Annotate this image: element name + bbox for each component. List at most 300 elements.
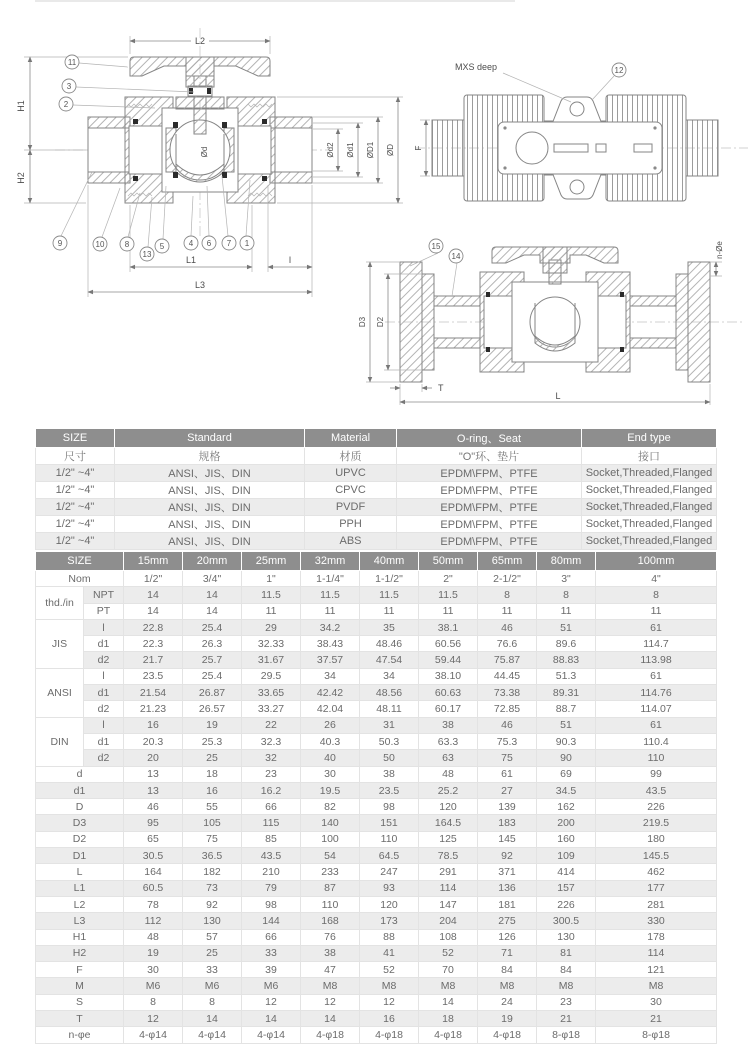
spec-header-row — [36, 429, 717, 448]
callout-9 — [53, 172, 92, 250]
callout-4 — [184, 196, 198, 250]
dim-cell: 168 — [301, 913, 360, 929]
spec-header-cn-standard: 规格 — [115, 448, 305, 465]
dim-cell: 157 — [537, 880, 596, 896]
dim-row — [36, 619, 717, 635]
dim-cell: 300.5 — [537, 913, 596, 929]
dim-cell: 61 — [596, 717, 717, 733]
dim-row — [36, 750, 717, 766]
svg-text:9: 9 — [57, 239, 63, 248]
dim-cell: 120 — [360, 896, 419, 912]
dim-cell: 105 — [183, 815, 242, 831]
dim-cell: 48.11 — [360, 701, 419, 717]
spec-cell: 1/2" ~4" — [36, 516, 115, 533]
dim-row — [36, 1011, 717, 1027]
dim-cell: 200 — [537, 815, 596, 831]
dim-row — [36, 913, 717, 929]
dim-cell: 20.3 — [124, 733, 183, 749]
dim-cell: 50.3 — [360, 733, 419, 749]
dim-cell: 63 — [419, 750, 478, 766]
dim-label-l2: L2 — [194, 36, 206, 46]
dim-cell: 21 — [537, 1011, 596, 1027]
dim-cell: 30 — [596, 994, 717, 1010]
dim-cell: 121 — [596, 962, 717, 978]
dim-cell: 11 — [242, 603, 301, 619]
dim-cell: 11.5 — [360, 587, 419, 603]
dim-row-label: n-φe — [36, 1027, 124, 1043]
dim-cell: 51 — [537, 619, 596, 635]
dim-cell: 16 — [183, 782, 242, 798]
dim-label-ne: n-Øe — [715, 241, 724, 259]
dim-cell: 73.38 — [478, 685, 537, 701]
dim-cell: 114.07 — [596, 701, 717, 717]
dim-row-sublabel: NPT — [84, 587, 124, 603]
dim-row — [36, 668, 717, 684]
dim-cell: 34 — [301, 668, 360, 684]
dim-cell: 16 — [360, 1011, 419, 1027]
dim-cell: 18 — [183, 766, 242, 782]
dim-cell: 23.5 — [360, 782, 419, 798]
dim-cell: 11 — [360, 603, 419, 619]
dim-row-label: H1 — [36, 929, 124, 945]
dim-cell: 21 — [596, 1011, 717, 1027]
flanged-section-drawing — [358, 239, 745, 405]
spec-cell: EPDM\FPM、PTFE — [397, 499, 582, 516]
dim-cell: 19.5 — [301, 782, 360, 798]
dim-label-h1: H1 — [16, 100, 26, 112]
dim-row — [36, 733, 717, 749]
dim-row-label: F — [36, 962, 124, 978]
dim-cell: 70 — [419, 962, 478, 978]
dim-row-sublabel: l — [84, 619, 124, 635]
dim-cell: M8 — [419, 978, 478, 994]
dim-cell: 66 — [242, 929, 301, 945]
dim-cell: 291 — [419, 864, 478, 880]
dim-row-label: D1 — [36, 848, 124, 864]
dim-label-d3: D3 — [358, 316, 367, 328]
spec-header-material: Material — [305, 429, 397, 448]
dim-col-header: 50mm — [419, 552, 478, 571]
dim-label-h2: H2 — [16, 172, 26, 184]
dim-label-l3: L3 — [194, 280, 206, 290]
dim-cell: 21.23 — [124, 701, 183, 717]
dim-cell: 4-φ14 — [242, 1027, 301, 1043]
dim-cell: 21.54 — [124, 685, 183, 701]
dim-cell: 48 — [124, 929, 183, 945]
dim-cell: 414 — [537, 864, 596, 880]
svg-text:15: 15 — [431, 242, 441, 251]
svg-text:10: 10 — [95, 240, 105, 249]
spec-row — [36, 482, 717, 499]
top-view-drawing — [414, 62, 748, 201]
dim-cell: 75.3 — [478, 733, 537, 749]
dim-cell: 93 — [360, 880, 419, 896]
dim-cell: 78 — [124, 896, 183, 912]
dim-cell: 59.44 — [419, 652, 478, 668]
dim-cell: 30.5 — [124, 848, 183, 864]
dim-col-header: 20mm — [183, 552, 242, 571]
dim-row — [36, 994, 717, 1010]
dim-cell: 330 — [596, 913, 717, 929]
dim-cell: 51 — [537, 717, 596, 733]
dim-row-sublabel: d1 — [84, 685, 124, 701]
dim-cell: 65 — [124, 831, 183, 847]
spec-cell: Socket,Threaded,Flanged — [582, 482, 717, 499]
spec-cell: PPH — [305, 516, 397, 533]
dim-row-label: thd./in — [36, 587, 84, 620]
spec-row — [36, 499, 717, 516]
dim-cell: 4-φ18 — [419, 1027, 478, 1043]
spec-cell: 1/2" ~4" — [36, 482, 115, 499]
dim-cell: 42.42 — [301, 685, 360, 701]
dim-cell: 247 — [360, 864, 419, 880]
dim-cell: 114.7 — [596, 636, 717, 652]
dim-cell: 89.6 — [537, 636, 596, 652]
dim-row-sublabel: PT — [84, 603, 124, 619]
dim-cell: 33.65 — [242, 685, 301, 701]
dim-row — [36, 766, 717, 782]
dim-col-header: 100mm — [596, 552, 717, 571]
dim-cell: 33 — [183, 962, 242, 978]
dim-cell: 147 — [419, 896, 478, 912]
dim-cell: 60.63 — [419, 685, 478, 701]
dim-cell: 34.2 — [301, 619, 360, 635]
dim-cell: 61 — [596, 668, 717, 684]
dim-cell: 16.2 — [242, 782, 301, 798]
spec-cell: EPDM\FPM、PTFE — [397, 465, 582, 482]
dim-cell: 4-φ18 — [360, 1027, 419, 1043]
dim-cell: 38 — [419, 717, 478, 733]
dim-cell: 2" — [419, 571, 478, 587]
dim-cell: 90.3 — [537, 733, 596, 749]
dim-cell: 14 — [419, 994, 478, 1010]
dim-cell: 130 — [537, 929, 596, 945]
dim-cell: 4-φ14 — [124, 1027, 183, 1043]
dim-col-header: 15mm — [124, 552, 183, 571]
dim-cell: 38 — [360, 766, 419, 782]
dim-cell: 48 — [419, 766, 478, 782]
dim-cell: 81 — [537, 945, 596, 961]
dim-cell: 23.5 — [124, 668, 183, 684]
dim-cell: 1-1/2" — [360, 571, 419, 587]
dim-cell: 76 — [301, 929, 360, 945]
spec-cell: 1/2" ~4" — [36, 465, 115, 482]
dim-cell: 125 — [419, 831, 478, 847]
dim-cell: 4-φ14 — [183, 1027, 242, 1043]
dim-cell: 29.5 — [242, 668, 301, 684]
dim-cell: 4-φ18 — [478, 1027, 537, 1043]
dim-cell: 20 — [124, 750, 183, 766]
dim-cell: 204 — [419, 913, 478, 929]
spec-row — [36, 533, 717, 550]
dim-cell: 25.4 — [183, 619, 242, 635]
dim-row — [36, 717, 717, 733]
dim-row-label: S — [36, 994, 124, 1010]
dim-cell: 24 — [478, 994, 537, 1010]
dim-cell: 14 — [124, 587, 183, 603]
dim-cell: 16 — [124, 717, 183, 733]
dim-row-sublabel: l — [84, 668, 124, 684]
spec-header-cn-size: 尺寸 — [36, 448, 115, 465]
dim-cell: 210 — [242, 864, 301, 880]
dim-cell: 126 — [478, 929, 537, 945]
spec-cell: UPVC — [305, 465, 397, 482]
dim-cell: 33 — [242, 945, 301, 961]
dim-cell: 34.5 — [537, 782, 596, 798]
dim-cell: 26.3 — [183, 636, 242, 652]
dim-cell: 120 — [419, 799, 478, 815]
svg-text:8: 8 — [124, 240, 130, 249]
dim-row — [36, 782, 717, 798]
dim-row-sublabel: d1 — [84, 636, 124, 652]
dim-row — [36, 799, 717, 815]
dim-row — [36, 815, 717, 831]
dim-label-f: F — [414, 145, 423, 151]
dim-cell: M6 — [124, 978, 183, 994]
dim-cell: 14 — [124, 603, 183, 619]
dim-row — [36, 880, 717, 896]
spec-header-endtype: End type — [582, 429, 717, 448]
dim-cell: 173 — [360, 913, 419, 929]
dim-cell: 43.5 — [242, 848, 301, 864]
dim-label-od1: Ød1 — [346, 142, 355, 158]
dim-cell: 92 — [183, 896, 242, 912]
dim-label-t: T — [438, 383, 444, 393]
dim-cell: 25 — [183, 750, 242, 766]
spec-cell: EPDM\FPM、PTFE — [397, 482, 582, 499]
dim-cell: 88.7 — [537, 701, 596, 717]
spec-cell: ANSI、JIS、DIN — [115, 516, 305, 533]
dim-cell: 145 — [478, 831, 537, 847]
dim-row-sublabel: l — [84, 717, 124, 733]
dim-cell: 162 — [537, 799, 596, 815]
dim-cell: 41 — [360, 945, 419, 961]
spec-cell: Socket,Threaded,Flanged — [582, 533, 717, 550]
dim-cell: 60.5 — [124, 880, 183, 896]
dim-cell: 164 — [124, 864, 183, 880]
dim-row-label: d1 — [36, 782, 124, 798]
dim-col-header: 80mm — [537, 552, 596, 571]
spec-header-cn-material: 材质 — [305, 448, 397, 465]
dim-cell: 27 — [478, 782, 537, 798]
dim-cell: 25.3 — [183, 733, 242, 749]
dim-cell: M8 — [596, 978, 717, 994]
dim-cell: 78.5 — [419, 848, 478, 864]
note-mxs-deep: MXS deep — [455, 62, 498, 72]
dim-cell: 46 — [478, 717, 537, 733]
dim-col-header: 65mm — [478, 552, 537, 571]
dim-cell: 11.5 — [419, 587, 478, 603]
svg-text:3: 3 — [66, 82, 72, 91]
dim-cell: 11 — [596, 603, 717, 619]
dim-row — [36, 929, 717, 945]
dim-cell: 12 — [301, 994, 360, 1010]
dim-cell: 14 — [301, 1011, 360, 1027]
dim-row-label: L2 — [36, 896, 124, 912]
dim-cell: 46 — [478, 619, 537, 635]
dim-cell: 25 — [183, 945, 242, 961]
dim-cell: 50 — [360, 750, 419, 766]
spec-cell: Socket,Threaded,Flanged — [582, 465, 717, 482]
dim-cell: 79 — [242, 880, 301, 896]
dim-cell: 19 — [478, 1011, 537, 1027]
dim-cell: 55 — [183, 799, 242, 815]
dim-cell: 3" — [537, 571, 596, 587]
dim-row — [36, 685, 717, 701]
dim-cell: 95 — [124, 815, 183, 831]
svg-text:4: 4 — [188, 239, 194, 248]
dim-cell: 30 — [301, 766, 360, 782]
dim-cell: 26 — [301, 717, 360, 733]
dim-col-header: 25mm — [242, 552, 301, 571]
spec-cell: Socket,Threaded,Flanged — [582, 499, 717, 516]
dim-cell: 92 — [478, 848, 537, 864]
dim-cell: 14 — [242, 1011, 301, 1027]
technical-drawings — [0, 0, 750, 425]
dim-label-bore: Ød — [200, 146, 209, 158]
dim-cell: 11 — [478, 603, 537, 619]
dim-cell: 31.67 — [242, 652, 301, 668]
callout-12 — [592, 63, 626, 100]
svg-text:2: 2 — [63, 100, 69, 109]
dim-cell: 54 — [301, 848, 360, 864]
dim-cell: 26.87 — [183, 685, 242, 701]
dim-cell: 87 — [301, 880, 360, 896]
dim-cell: 40.3 — [301, 733, 360, 749]
dim-cell: 75 — [183, 831, 242, 847]
spec-cell: ANSI、JIS、DIN — [115, 533, 305, 550]
dim-cell: 30 — [124, 962, 183, 978]
dim-cell: 13 — [124, 782, 183, 798]
dim-cell: 110.4 — [596, 733, 717, 749]
callout-6 — [202, 186, 216, 250]
dim-cell: 181 — [478, 896, 537, 912]
dim-col-header: 40mm — [360, 552, 419, 571]
dim-row — [36, 864, 717, 880]
spec-table — [35, 428, 717, 550]
dim-cell: 38.1 — [419, 619, 478, 635]
dim-cell: 12 — [360, 994, 419, 1010]
callout-14 — [449, 249, 463, 296]
dim-row-label: M — [36, 978, 124, 994]
dim-row — [36, 603, 717, 619]
dim-cell: 47.54 — [360, 652, 419, 668]
dim-cell: 29 — [242, 619, 301, 635]
dim-cell: M8 — [537, 978, 596, 994]
dim-cell: 462 — [596, 864, 717, 880]
dim-header-size: SIZE — [36, 552, 124, 571]
dim-cell: 8 — [596, 587, 717, 603]
dim-cell: 1" — [242, 571, 301, 587]
dim-cell: 11.5 — [301, 587, 360, 603]
dim-cell: 66 — [242, 799, 301, 815]
dim-row — [36, 1027, 717, 1043]
dim-cell: 11 — [301, 603, 360, 619]
dim-col-header: 32mm — [301, 552, 360, 571]
dim-cell: M8 — [478, 978, 537, 994]
spec-cell: PVDF — [305, 499, 397, 516]
dim-cell: 177 — [596, 880, 717, 896]
dim-cell: 18 — [419, 1011, 478, 1027]
dim-row — [36, 848, 717, 864]
dim-cell: 38.10 — [419, 668, 478, 684]
dim-cell: 180 — [596, 831, 717, 847]
dim-cell: 51.3 — [537, 668, 596, 684]
spec-row — [36, 465, 717, 482]
dim-cell: 23 — [242, 766, 301, 782]
dim-cell: 88.83 — [537, 652, 596, 668]
dim-row — [36, 652, 717, 668]
dim-cell: 47 — [301, 962, 360, 978]
spec-cell: EPDM\FPM、PTFE — [397, 533, 582, 550]
dim-cell: 115 — [242, 815, 301, 831]
dim-cell: 145.5 — [596, 848, 717, 864]
dim-label-oD1: ØD1 — [366, 141, 375, 159]
dim-cell: 219.5 — [596, 815, 717, 831]
dim-cell: 88 — [360, 929, 419, 945]
dim-cell: 4" — [596, 571, 717, 587]
dim-cell: 8 — [183, 994, 242, 1010]
spec-cell: CPVC — [305, 482, 397, 499]
dim-cell: 22.3 — [124, 636, 183, 652]
dim-cell: 44.45 — [478, 668, 537, 684]
dim-cell: 4-φ18 — [301, 1027, 360, 1043]
dim-cell: 43.5 — [596, 782, 717, 798]
dim-cell: 84 — [478, 962, 537, 978]
dim-cell: 114 — [419, 880, 478, 896]
dim-cell: 182 — [183, 864, 242, 880]
dim-cell: 110 — [301, 896, 360, 912]
dim-cell: 11 — [537, 603, 596, 619]
dim-cell: 22.8 — [124, 619, 183, 635]
spec-row — [36, 516, 717, 533]
dim-cell: 63.3 — [419, 733, 478, 749]
spec-cell: ANSI、JIS、DIN — [115, 499, 305, 516]
dim-cell: 75 — [478, 750, 537, 766]
dim-cell: 40 — [301, 750, 360, 766]
dim-cell: 21.7 — [124, 652, 183, 668]
svg-text:12: 12 — [614, 66, 624, 75]
dim-cell: 38 — [301, 945, 360, 961]
dim-cell: M6 — [242, 978, 301, 994]
dim-cell: 13 — [124, 766, 183, 782]
dim-row-label: ANSI — [36, 668, 84, 717]
dim-cell: 39 — [242, 962, 301, 978]
dim-cell: 114 — [596, 945, 717, 961]
dim-row-label: T — [36, 1011, 124, 1027]
spec-cell: Socket,Threaded,Flanged — [582, 516, 717, 533]
dim-row — [36, 978, 717, 994]
dim-cell: 109 — [537, 848, 596, 864]
dim-cell: 75.87 — [478, 652, 537, 668]
dim-cell: 226 — [596, 799, 717, 815]
dim-cell: 8 — [124, 994, 183, 1010]
dim-row — [36, 831, 717, 847]
dim-cell: 89.31 — [537, 685, 596, 701]
dim-row — [36, 636, 717, 652]
dim-row-sublabel: d2 — [84, 652, 124, 668]
dim-label-socket-l: l — [289, 255, 291, 265]
dim-cell: 2-1/2" — [478, 571, 537, 587]
dim-row-label: D2 — [36, 831, 124, 847]
dim-cell: 34 — [360, 668, 419, 684]
dim-cell: 32.3 — [242, 733, 301, 749]
dim-label-flanged-l: L — [555, 391, 561, 401]
dim-row-label: D — [36, 799, 124, 815]
dim-cell: 108 — [419, 929, 478, 945]
dim-cell: 52 — [419, 945, 478, 961]
callout-3 — [62, 79, 194, 93]
